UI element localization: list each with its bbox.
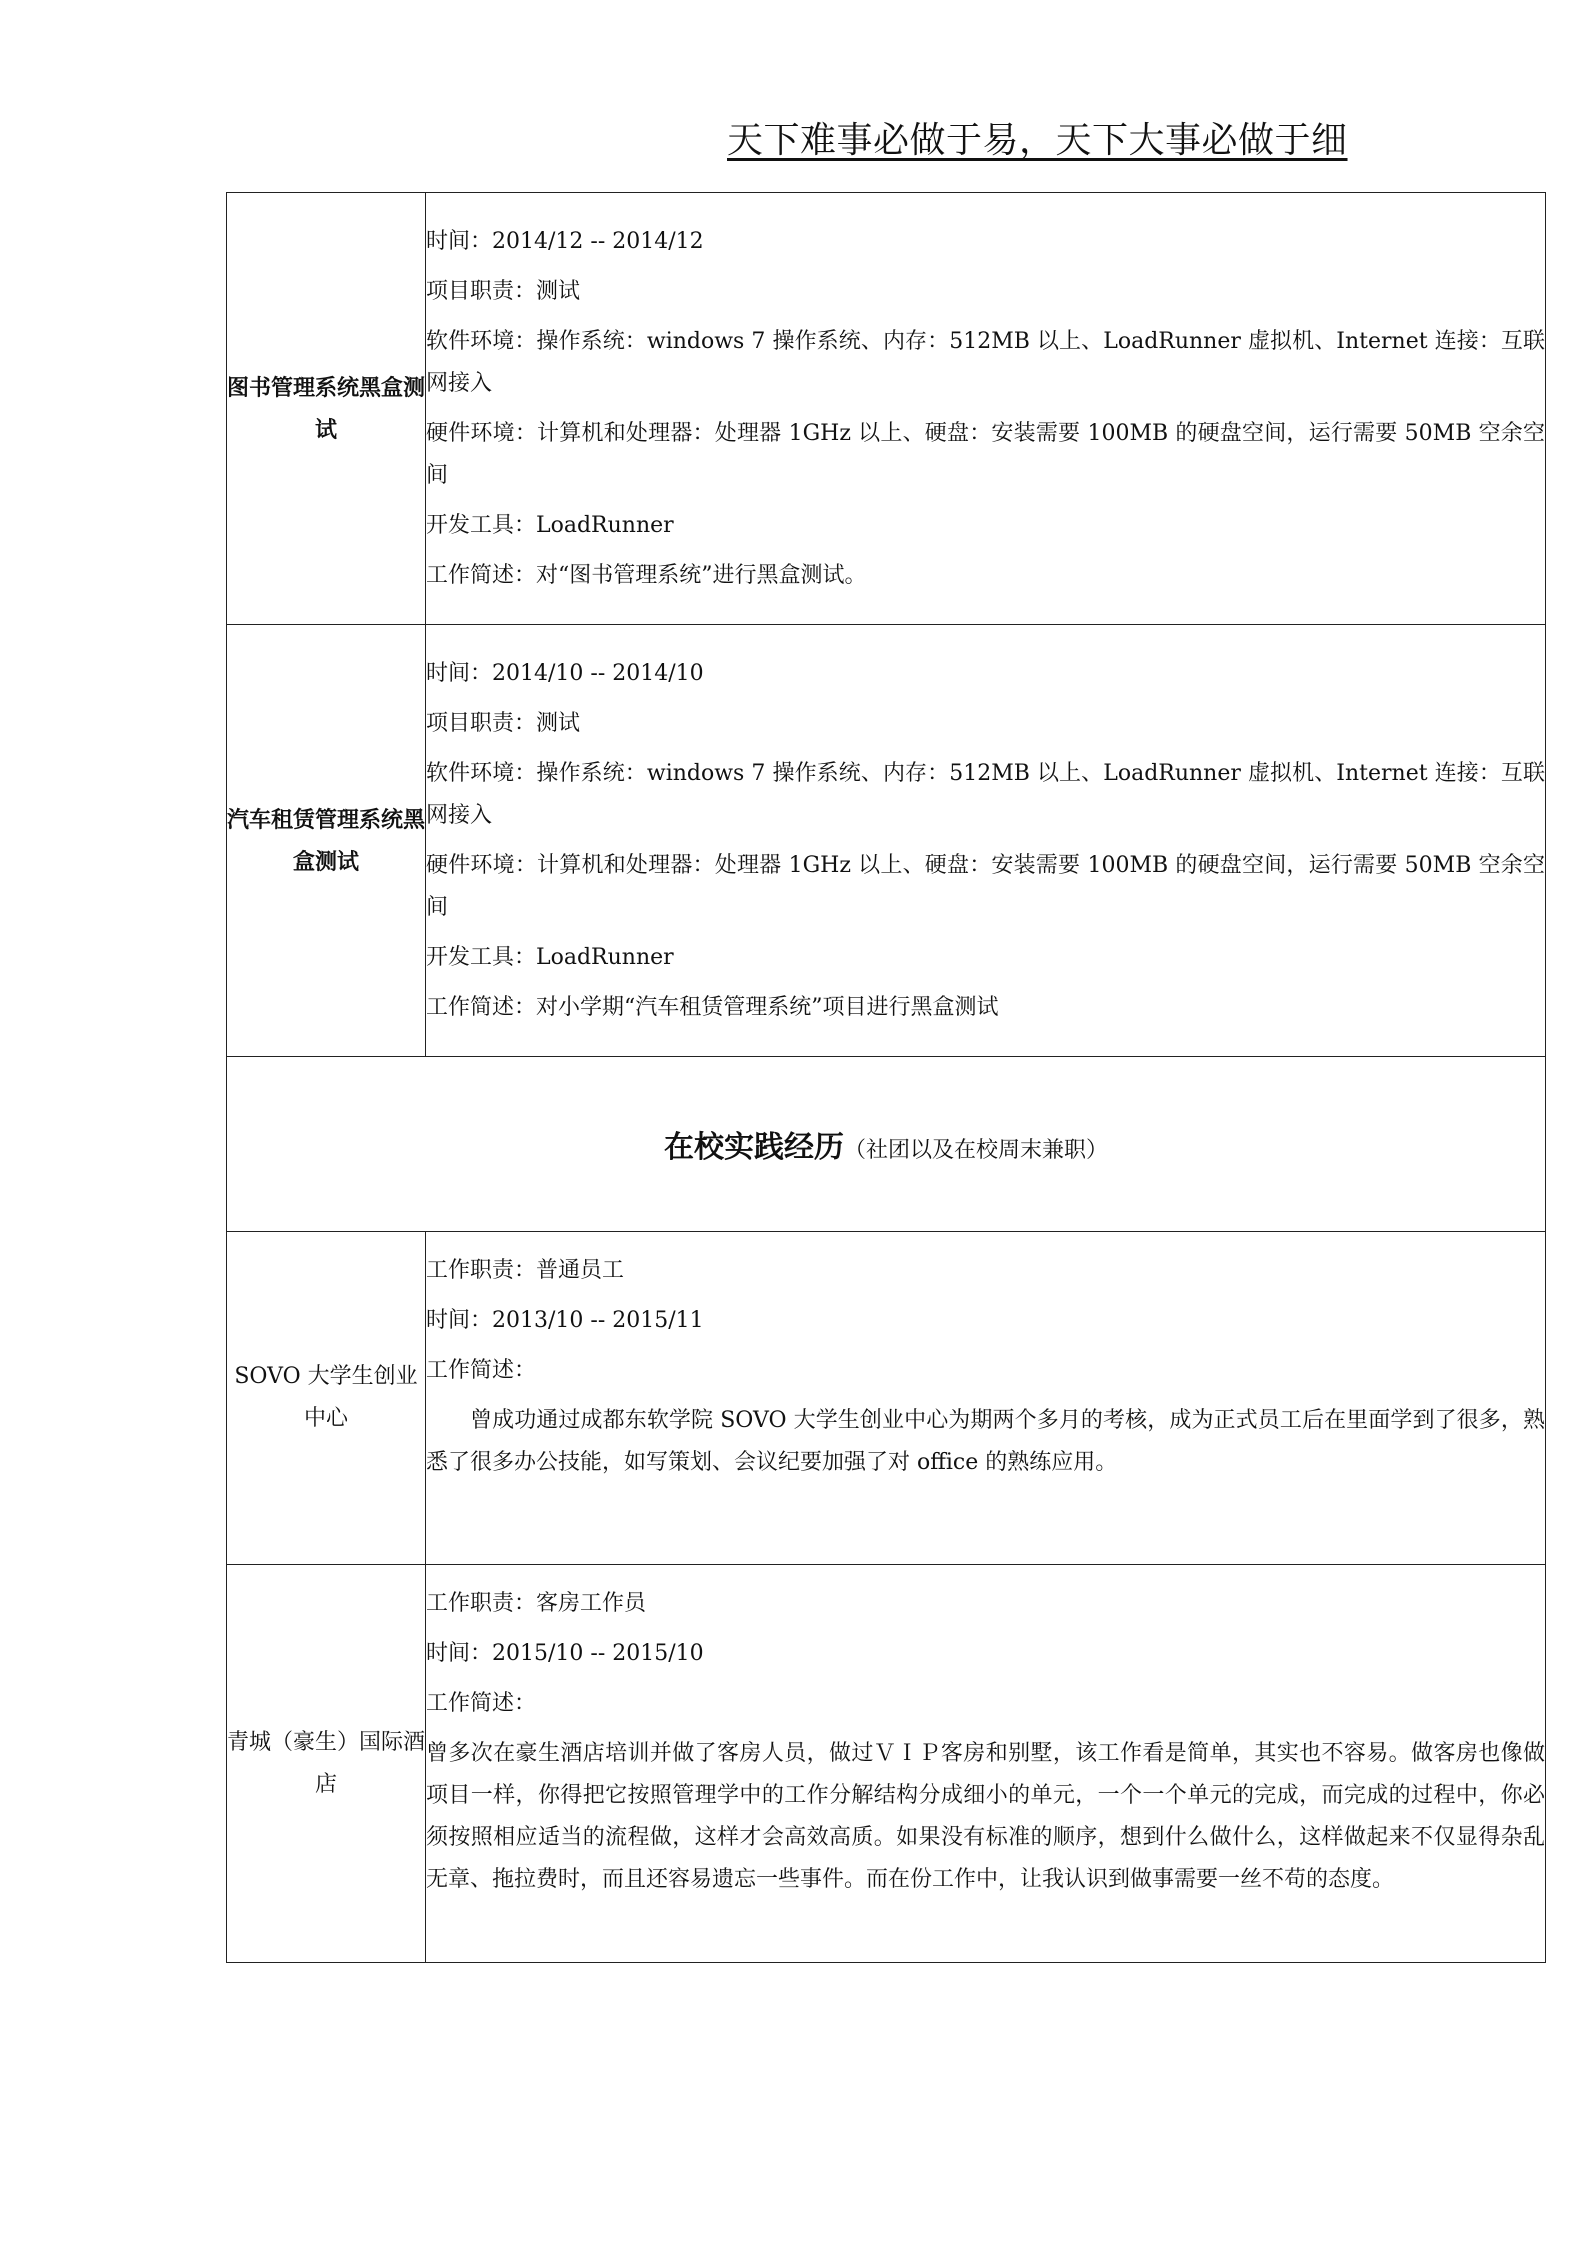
resume-table xyxy=(226,192,1546,1963)
practice-row xyxy=(227,1232,1546,1565)
practice-role: 工作职责：普通员工 xyxy=(426,1258,625,1283)
project-role: 项目职责：测试 xyxy=(426,710,581,736)
project-row xyxy=(227,193,1546,625)
page-motto: 天下难事必做于易，天下大事必做于细 xyxy=(727,120,1348,161)
practice-time: 时间：2013/10 -- 2015/11 xyxy=(426,1308,704,1333)
project-name: 图书管理系统黑盒测试 xyxy=(227,193,426,625)
project-hardware-env: 硬件环境：计算机和处理器：处理器 1GHz 以上、硬盘：安装需要 100MB 的硬盘空间，运行需要 50MB 空余空间 xyxy=(426,852,1545,920)
practice-details xyxy=(426,1565,1546,1963)
project-tools: 开发工具：LoadRunner xyxy=(426,944,674,970)
practice-name: SOVO 大学生创业中心 xyxy=(227,1232,426,1565)
project-details xyxy=(426,193,1546,625)
section-header xyxy=(227,1057,1546,1232)
project-role: 项目职责：测试 xyxy=(426,278,581,304)
project-time: 时间：2014/12 -- 2014/12 xyxy=(426,228,704,254)
project-time: 时间：2014/10 -- 2014/10 xyxy=(426,660,704,686)
practice-summary-label: 工作简述： xyxy=(426,1691,537,1716)
project-name: 汽车租赁管理系统黑盒测试 xyxy=(227,625,426,1057)
project-row xyxy=(227,625,1546,1057)
practice-summary: 曾成功通过成都东软学院 SOVO 大学生创业中心为期两个多月的考核，成为正式员工后在里面学到了很多，熟悉了很多办公技能，如写策划、会议纪要加强了对 office 的熟练应用。 xyxy=(426,1408,1545,1475)
practice-details xyxy=(426,1232,1546,1565)
project-software-env: 软件环境：操作系统：windows 7 操作系统、内存：512MB 以上、LoadRunner 虚拟机、Internet 连接：互联网接入 xyxy=(426,760,1545,828)
practice-name: 青城（豪生）国际酒店 xyxy=(227,1565,426,1963)
section-note: （社团以及在校周末兼职） xyxy=(843,1138,1108,1163)
practice-time: 时间：2015/10 -- 2015/10 xyxy=(426,1641,704,1666)
project-software-env: 软件环境：操作系统：windows 7 操作系统、内存：512MB 以上、LoadRunner 虚拟机、Internet 连接：互联网接入 xyxy=(426,328,1545,396)
project-tools: 开发工具：LoadRunner xyxy=(426,512,674,538)
section-header-row xyxy=(227,1057,1546,1232)
project-hardware-env: 硬件环境：计算机和处理器：处理器 1GHz 以上、硬盘：安装需要 100MB 的硬盘空间，运行需要 50MB 空余空间 xyxy=(426,420,1545,488)
practice-summary: 曾多次在豪生酒店培训并做了客房人员，做过ＶＩＰ客房和别墅，该工作看是简单，其实也不容易。做客房也像做项目一样，你得把它按照管理学中的工作分解结构分成细小的单元，一个一个单元的完成，而完成的过程中，你必须按照相应适当的流程做，这样才会高效高质。如果没有标准的顺序，想到什么做什么，这样做起来不仅显得杂乱无章、拖拉费时，而且还容易遗忘一些事件。而在份工作中，让我认识到做事需要一丝不苟的态度。 xyxy=(426,1741,1545,1892)
practice-row xyxy=(227,1565,1546,1963)
practice-summary-label: 工作简述： xyxy=(426,1358,537,1383)
project-summary: 工作简述：对“图书管理系统”进行黑盒测试。 xyxy=(426,562,867,588)
project-details xyxy=(426,625,1546,1057)
practice-role: 工作职责：客房工作员 xyxy=(426,1591,647,1616)
section-title: 在校实践经历 xyxy=(663,1130,844,1165)
project-summary: 工作简述：对小学期“汽车租赁管理系统”项目进行黑盒测试 xyxy=(426,994,999,1020)
